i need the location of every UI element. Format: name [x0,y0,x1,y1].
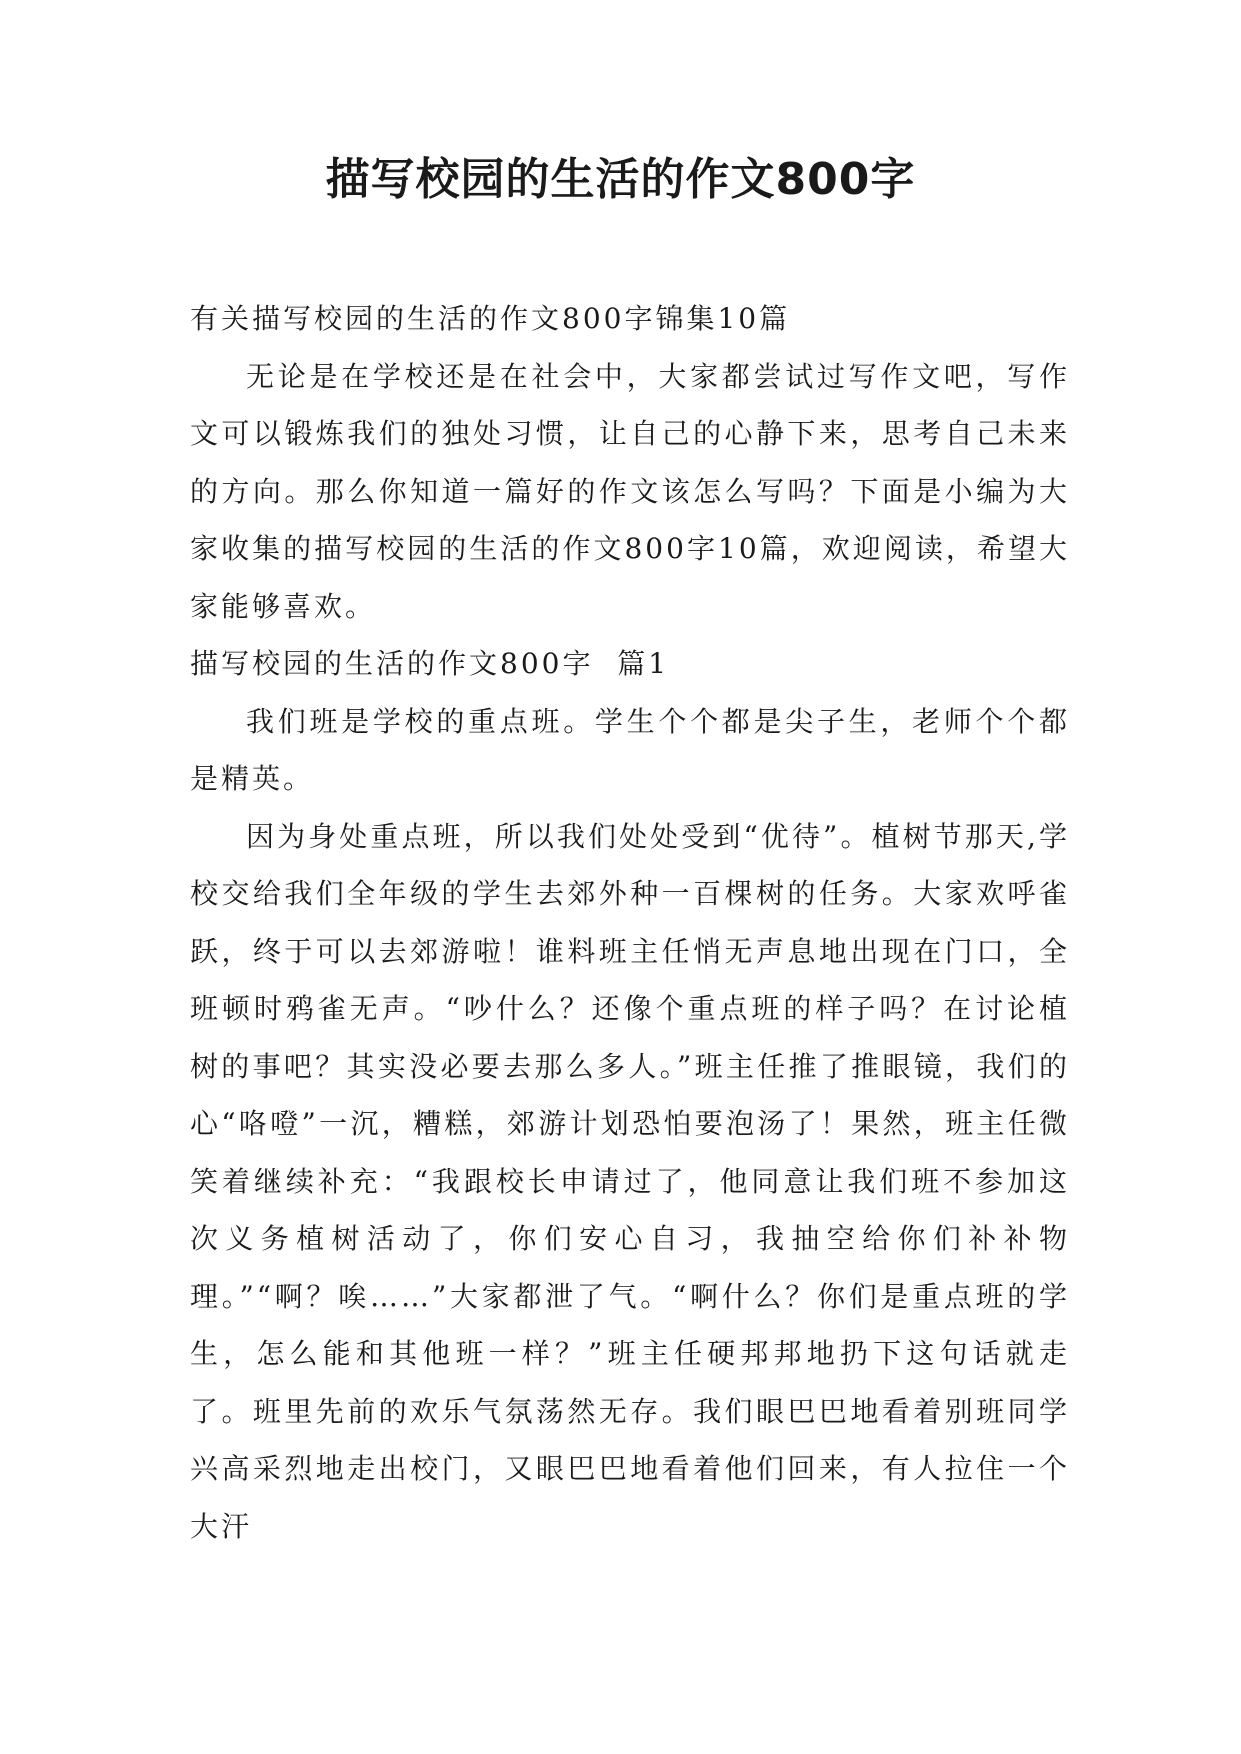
intro-paragraph: 无论是在学校还是在社会中，大家都尝试过写作文吧，写作文可以锻炼我们的独处习惯，让自己的心静下来，思考自己未来的方向。那么你知道一篇好的作文该怎么写吗？下面是小编为大家收集的描写校园的生活的作文800字10篇，欢迎阅读，希望大家能够喜欢。 [190,359,1070,623]
body-paragraph: 因为身处重点班，所以我们处处受到“优待”。植树节那天,学校交给我们全年级的学生去郊外种一百棵树的任务。大家欢呼雀跃，终于可以去郊游啦！谁料班主任悄无声息地出现在门口，全班顿时鸦雀无声。“吵什么？还像个重点班的样子吗？在讨论植树的事吧？其实没必要去那么多人。”班主任推了推眼镜，我们的心“咯噔”一沉，糟糕，郊游计划恐怕要泡汤了！果然，班主任微笑着继续补充：“我跟校长申请过了，他同意让我们班不参加这次义务植树活动了，你们安心自习，我抽空给你们补补物理。”“啊？唉……”大家都泄了气。“啊什么？你们是重点班的学生，怎么能和其他班一样？”班主任硬邦邦地扔下这句话就走了。班里先前的欢乐气氛荡然无存。我们眼巴巴地看着别班同学兴高采烈地走出校门，又眼巴巴地看着他们回来，有人拉住一个大汗 [190,819,1070,1543]
document-title: 描写校园的生活的作文800字 [325,154,916,205]
body-paragraph: 我们班是学校的重点班。学生个个都是尖子生，老师个个都是精英。 [190,704,1070,795]
document-body [190,290,1070,1555]
document-subtitle: 有关描写校园的生活的作文800字锦集10篇 [190,302,791,335]
section-heading: 描写校园的生活的作文800字 篇1 [190,647,670,680]
